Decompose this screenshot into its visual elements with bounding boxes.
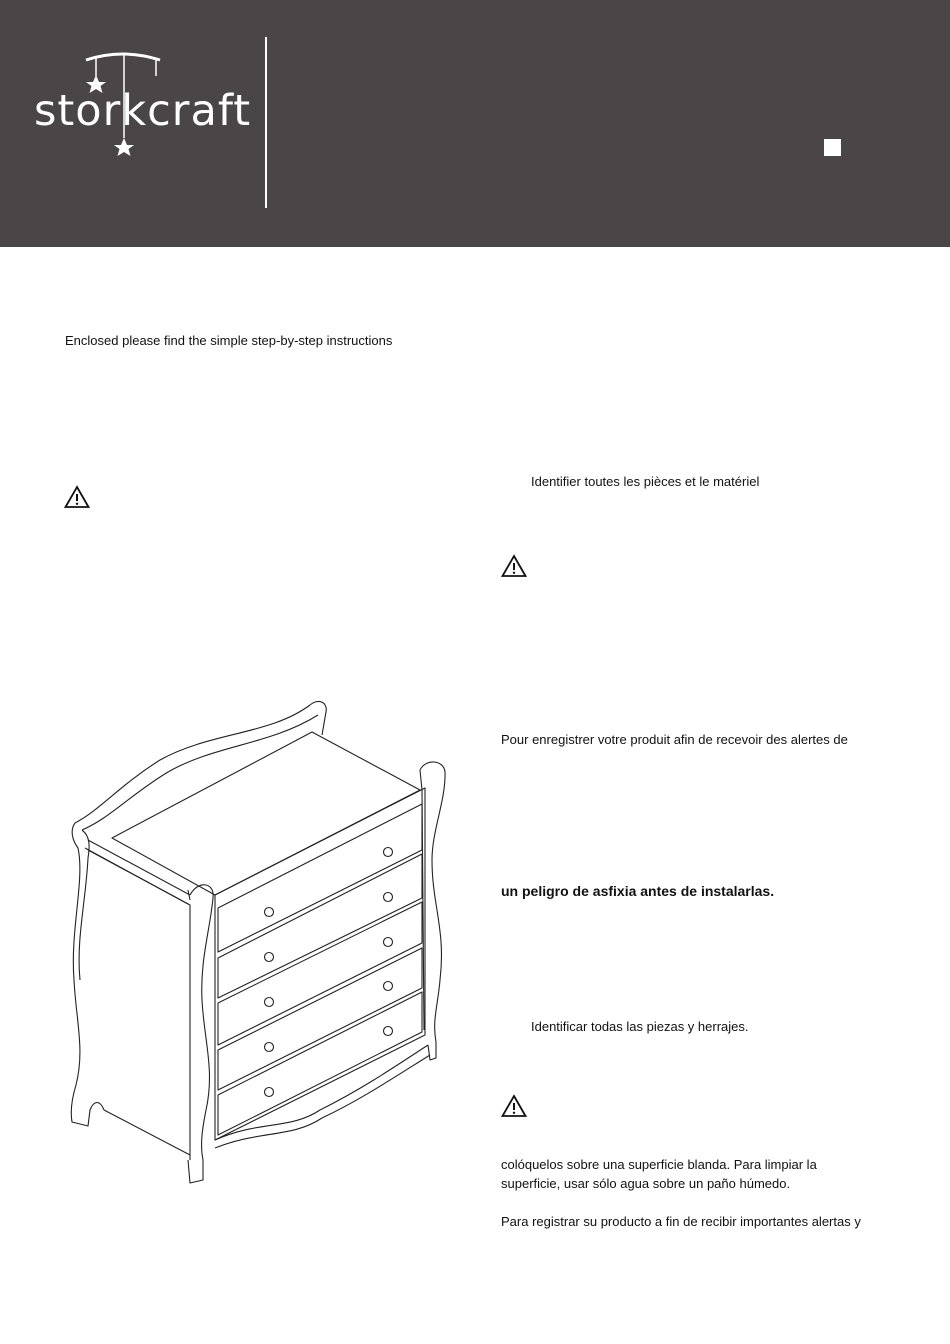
french-identify-parts: Identifier toutes les pièces et le matériel	[531, 474, 760, 489]
spanish-care-line-1: colóquelos sobre una superficie blanda. Para limpiar la	[501, 1157, 817, 1172]
spanish-identify-parts: Identificar todas las piezas y herrajes.	[531, 1019, 749, 1034]
header-banner	[0, 0, 950, 247]
header-square-mark	[824, 139, 841, 156]
spanish-register: Para registrar su producto a fin de recibir importantes alertas y	[501, 1214, 861, 1229]
french-register: Pour enregistrer votre produit afin de recevoir des alertes de	[501, 732, 848, 747]
warning-icon	[501, 554, 527, 578]
warning-icon	[64, 485, 90, 509]
dresser-illustration	[60, 690, 460, 1190]
warning-icon	[501, 1094, 527, 1118]
brand-logo	[28, 48, 258, 163]
spanish-choking-warning: un peligro de asfixia antes de instalarlas.	[501, 883, 775, 899]
spanish-care-line-2: superficie, usar sólo agua sobre un paño húmedo.	[501, 1176, 791, 1191]
brand-name: storkcraft	[34, 86, 252, 136]
english-intro: Enclosed please find the simple step-by-step instructions	[65, 333, 393, 348]
header-divider	[265, 37, 267, 208]
